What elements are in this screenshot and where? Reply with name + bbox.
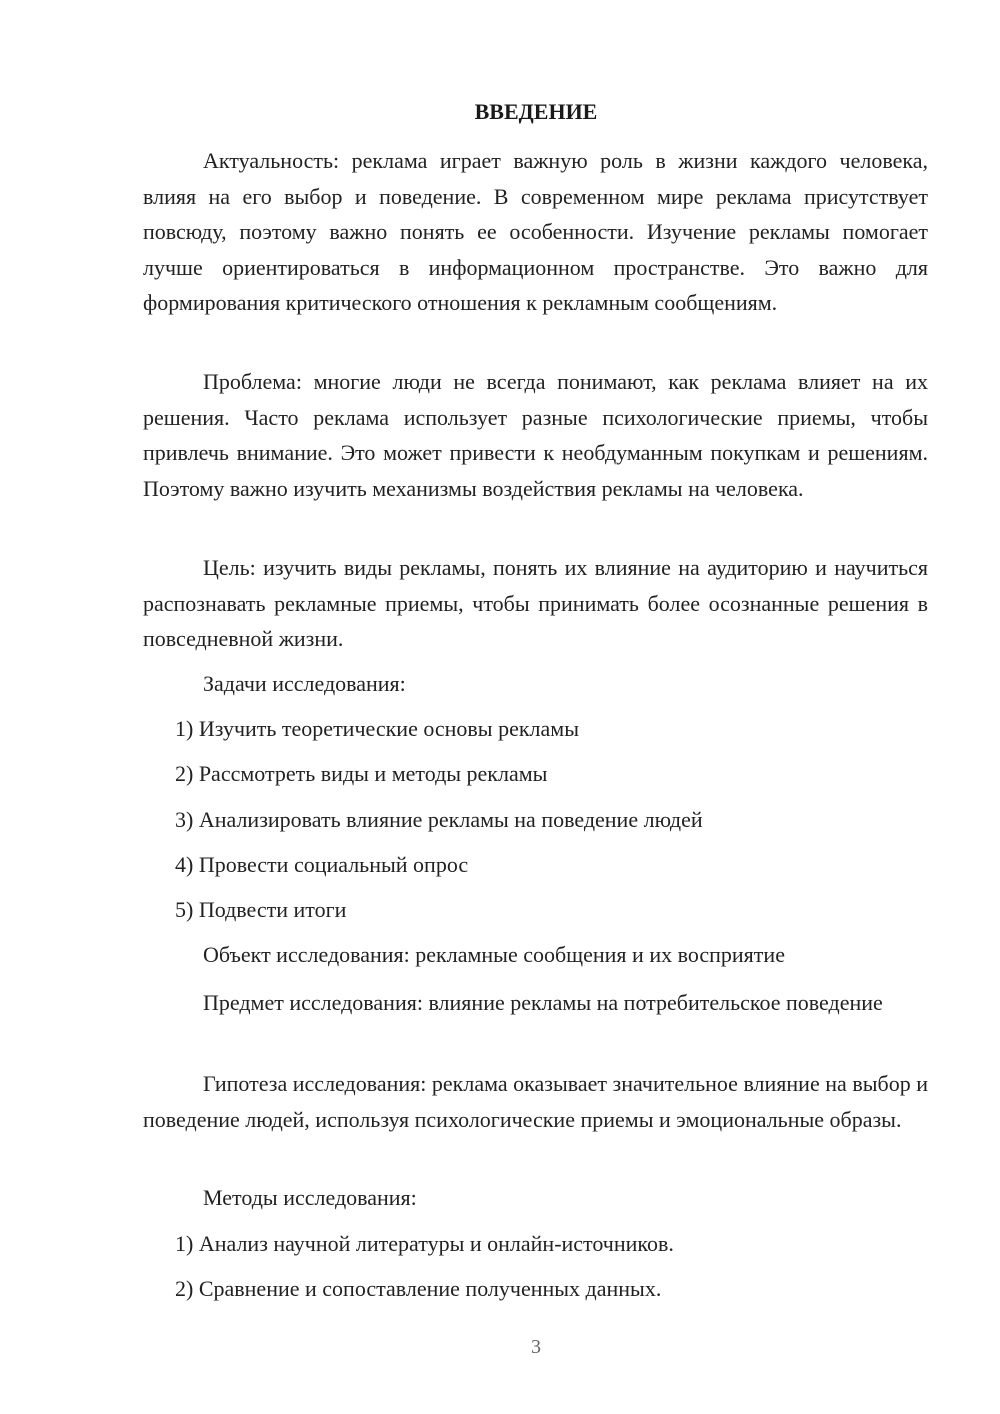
task-item-5: 5) Подвести итоги	[175, 897, 347, 922]
task-item-4: 4) Провести социальный опрос	[175, 852, 469, 877]
page-number: 3	[531, 1336, 541, 1358]
hypothesis-paragraph: Гипотеза исследования: реклама оказывает значительное влияние на выбор и поведение людей, используя психологические приемы и эмоциональные образы.	[143, 1071, 928, 1132]
problem-paragraph: Проблема: многие люди не всегда понимают, как реклама влияет на их решения. Часто реклама использует разные психологические приемы, чтобы привлечь внимание. Это может привести к необдуманным покупкам и решениям. Поэтому важно изучить механизмы воздействия рекламы на человека.	[143, 369, 928, 501]
task-item-2: 2) Рассмотреть виды и методы рекламы	[175, 761, 548, 786]
tasks-title: Задачи исследования:	[203, 671, 406, 696]
task-item-3: 3) Анализировать влияние рекламы на поведение людей	[175, 807, 703, 832]
object-line: Объект исследования: рекламные сообщения и их восприятие	[203, 942, 785, 967]
section-heading: ВВЕДЕНИЕ	[474, 99, 598, 124]
goal-paragraph: Цель: изучить виды рекламы, понять их влияние на аудиторию и научиться распознавать рекламные приемы, чтобы принимать более осознанные решения в повседневной жизни.	[143, 555, 928, 651]
method-item-2: 2) Сравнение и сопоставление полученных данных.	[175, 1276, 662, 1301]
methods-title: Методы исследования:	[203, 1185, 417, 1210]
task-item-1: 1) Изучить теоретические основы рекламы	[175, 716, 579, 741]
subject-paragraph: Предмет исследования: влияние рекламы на потребительское поведение	[203, 990, 883, 1015]
method-item-1: 1) Анализ научной литературы и онлайн-источников.	[175, 1231, 674, 1256]
relevance-paragraph: Актуальность: реклама играет важную роль в жизни каждого человека, влияя на его выбор и поведение. В современном мире реклама присутствует повсюду, поэтому важно понять ее особенности. Изучение рекламы помогает лучше ориентироваться в информационном пространстве. Это важно для формирования критического отношения к рекламным сообщениям.	[143, 148, 928, 315]
